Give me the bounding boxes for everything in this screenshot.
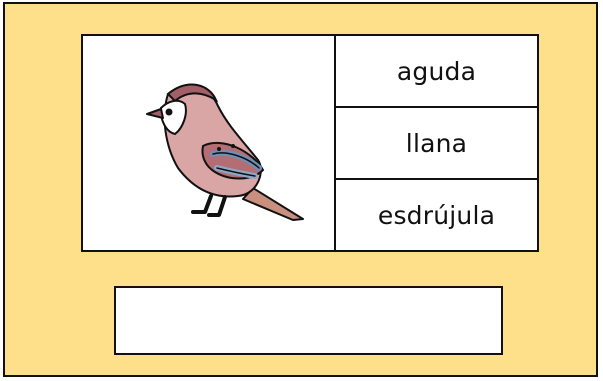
option-esdrujula[interactable] [336,180,537,250]
bird-icon [133,76,318,221]
option-llana[interactable] [336,108,537,180]
answer-box[interactable] [114,286,503,355]
option-label: aguda [396,56,477,86]
option-label: esdrújula [377,200,496,230]
activity-card [3,2,598,377]
image-cell [83,36,336,250]
question-panel [81,34,539,252]
option-aguda[interactable] [336,36,537,108]
option-label: llana [405,128,468,158]
options-column [336,36,537,250]
